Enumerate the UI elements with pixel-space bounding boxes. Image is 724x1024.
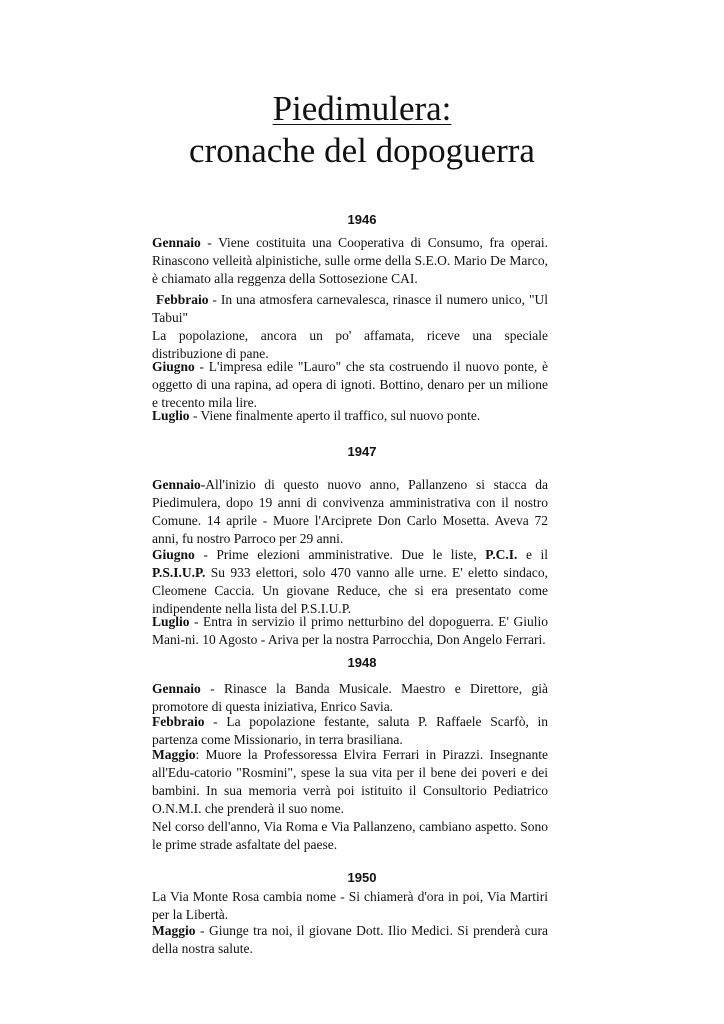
entry-text: e il [517,547,548,562]
year-heading-1948: 1948 [347,655,377,670]
entry-label: Luglio [152,408,190,423]
entry-1947-luglio [152,613,548,649]
entry-1950-maggio [152,922,548,958]
entry-label: Gennaio [152,681,201,696]
entry-label: Febbraio [155,292,209,307]
entry-text: - In una atmosfera carnevalesca, rinasce il numero unico, "Ul Tabui" [152,292,549,325]
entry-text: - La popolazione festante, saluta P. Raffaele Scarfò, in partenza come Missionario, in terra brasiliana. [152,714,548,747]
entry-label: Febbraio [152,714,205,729]
entry-text: - Giunge tra noi, il giovane Dott. Ilio Medici. Si prenderà cura della nostra salute. [152,923,548,956]
entry-1948-maggio [152,746,548,854]
entry-text: - Viene costituita una Cooperativa di Consumo, fra operai. Rinascono velleità alpinistiche, sulle orme della S.E.O. Mario De Marco, è chiamato alla reggenza della Sottosezione CAI. [152,235,548,286]
entry-1947-giugno [152,546,548,618]
entry-1946-luglio [152,407,548,425]
entry-text: - Prime elezioni amministrative. Due le liste, [194,547,486,562]
party-pci: P.C.I. [485,547,518,562]
entry-text: : Muore la Professoressa Elvira Ferrari in Pirazzi. Insegnante all'Edu-catorio "Rosmini", spese la sua vita per il bene dei poveri e dei bambini. In sua memoria verrà poi istituito il Consultorio Pediatrico O.N.M.I. che prenderà il suo nome. [152,747,548,816]
entry-1946-giugno [152,358,548,412]
entry-1947-gennaio [152,476,548,548]
year-heading-1946: 1946 [347,212,377,227]
entry-1946-gennaio [152,234,548,288]
entry-text: All'inizio di questo nuovo anno, Pallanzeno si stacca da Piedimulera, dopo 19 anni di convivenza amministrativa con il nostro Comune. 14 aprile - Muore l'Arciprete Don Carlo Mosetta. Aveva 72 anni, fu nostro Parroco per 29 anni. [152,477,548,546]
entry-label: Giugno [152,547,195,562]
page-title: Piedimulera: [272,89,452,128]
page-subtitle: cronache del dopoguerra [189,131,535,170]
entry-text: - Entra in servizio il primo netturbino del dopoguerra. E' Giulio Mani-ni. 10 Agosto - Ariva per la nostra Parrocchia, Don Angelo Ferrari. [152,614,548,647]
entry-label: Giugno [152,359,195,374]
entry-1948-gennaio [152,680,548,716]
entry-label: Maggio [152,923,196,938]
entry-text: - L'impresa edile "Lauro" che sta costruendo il nuovo ponte, è oggetto di una rapina, ad opera di ignoti. Bottino, denaro per un milione e trecento mila lire. [152,359,548,410]
entry-1948-febbraio [152,713,548,749]
entry-label: Gennaio [152,235,201,250]
entry-label: Maggio [152,747,196,762]
entry-text: La Via Monte Rosa cambia nome - Si chiamerà d'ora in poi, Via Martiri per la Libertà. [152,889,548,922]
entry-label: Luglio [152,614,190,629]
year-heading-1947: 1947 [347,444,377,459]
entry-1946-febbraio [152,291,548,363]
year-heading-1950: 1950 [347,870,377,885]
entry-label: Gennaio- [152,477,206,492]
party-psiup: P.S.I.U.P. [152,565,206,580]
entry-1950-via-monte-rosa [152,888,548,924]
entry-text: - Viene finalmente aperto il traffico, sul nuovo ponte. [189,408,481,423]
entry-text-continued: Nel corso dell'anno, Via Roma e Via Pallanzeno, cambiano aspetto. Sono le prime strade asfaltate del paese. [152,819,548,852]
entry-text: - Rinasce la Banda Musicale. Maestro e Direttore, già promotore di questa iniziativa, Enrico Savia. [152,681,548,714]
entry-text: Su 933 elettori, solo 470 vanno alle urne. E' eletto sindaco, Cleomene Caccia. Un giovane Reduce, che si era presentato come indipendente nella lista del P.S.I.U.P. [152,565,548,616]
entry-text-continued: La popolazione, ancora un po' affamata, riceve una speciale distribuzione di pane. [152,328,548,361]
